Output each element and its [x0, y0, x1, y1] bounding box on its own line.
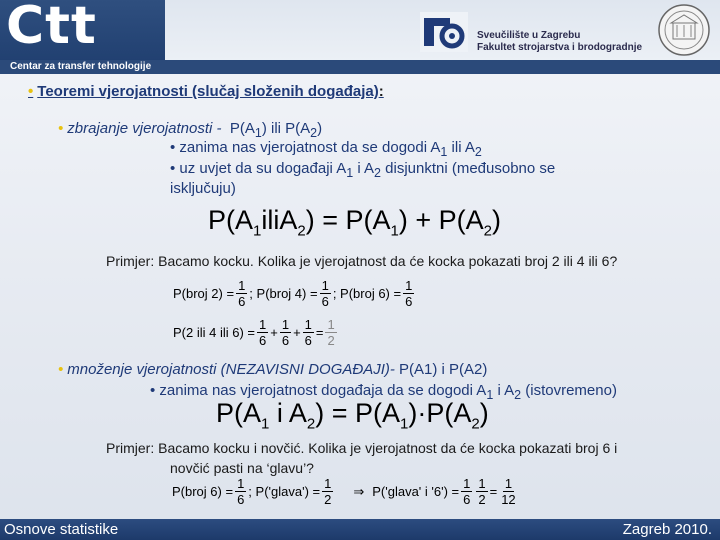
bullet-icon: • [58, 361, 64, 378]
fraction: $\frac{1}{6}$ [304, 317, 312, 348]
implies-icon: ⇒ [353, 483, 365, 499]
university-line-1: Sveučilište u Zagrebu [477, 30, 581, 41]
fsb-logo-icon [420, 12, 468, 52]
tagline-text: Centar za transfer tehnologije [10, 61, 152, 72]
fraction: $\frac{1}{6}$ [281, 317, 290, 348]
footer-place-date: Zagreb 2010. [622, 521, 712, 538]
multiplication-equation: $P(A_1$ i $A_2) = P(A_1)\cdot P(A_2)$ [216, 398, 489, 433]
addition-condition-3: isključuju) [170, 180, 236, 197]
addition-equation: $P(A_1iliA_2) = P(A_1) + P(A_2)$ [208, 205, 501, 240]
fraction: $\frac{1}{6}$ [238, 278, 246, 309]
ctt-logo-text: Ctt [6, 0, 97, 56]
fraction: $\frac{1}{6}$ [259, 317, 267, 348]
fraction: $\frac{1}{6}$ [463, 476, 471, 507]
multiplication-example-line-1: Primjer: Bacamo kocku i novčić. Kolika je vjerojatnost da će kocka pokazati broj 6 i [106, 440, 618, 456]
multiplication-condition: • zanima nas vjerojatnost događaja da se dogodi $A_1$ i $A_2$ (istovremeno) [150, 382, 617, 402]
university-seal-icon [657, 3, 711, 57]
bullet-icon: • [28, 83, 34, 100]
section-addition-heading: • zbrajanje vjerojatnosti - $P(A_1)$ ili $P(A_2)$ [58, 120, 323, 140]
addition-formula: $P(A_1)$ ili $P(A_2)$ [225, 120, 323, 140]
section-multiplication-heading: • množenje vjerojatnosti (NEZAVISNI DOGAĐAJI)- P(A1) i P(A2) [58, 361, 488, 378]
addition-condition-2: • uz uvjet da su događaji $A_1$ i $A_2$ disjunktni (međusobno se [170, 160, 556, 180]
university-name [477, 30, 642, 54]
addition-condition-1: • zanima nas vjerojatnost da se dogodi $A_1$ ili $A_2$ [170, 139, 482, 159]
result-fraction: $\frac{1}{12}$ [501, 476, 516, 507]
multiplication-calc-row: P(broj 6) = $\frac{1}{6}$ ; P('glava') = $\frac{1}{2}$ ⇒ P('glava' i '6') = $\frac{1}{6}$ $\frac{1}{2}$ = $\frac{1}{12}$ [172, 476, 516, 507]
addition-example-text: Primjer: Bacamo kocku. Kolika je vjerojatnost da će kocka pokazati broj 2 ili 4 ili 6? [106, 253, 618, 269]
fraction: $\frac{1}{2}$ [324, 476, 332, 507]
header-banner [0, 0, 720, 74]
multiplication-example-line-2: novčić pasti na ‘glavu’? [170, 460, 314, 476]
result-fraction: $\frac{1}{2}$ [327, 317, 335, 348]
addition-calc-row-1: P(broj 2) = $\frac{1}{6}$ ; P(broj 4) = $\frac{1}{6}$ ; P(broj 6) = $\frac{1}{6}$ [173, 278, 413, 309]
fraction: $\frac{1}{6}$ [405, 278, 413, 309]
university-line-2: Fakultet strojarstva i brodogradnje [477, 42, 643, 53]
slide-title: • Teoremi vjerojatnosti (slučaj složenih događaja): [28, 83, 384, 100]
fraction: $\frac{1}{6}$ [237, 476, 245, 507]
addition-calc-row-2: P(2 ili 4 ili 6) = $\frac{1}{6}$ + $\frac{1}{6}$ + $\frac{1}{6}$ = $\frac{1}{2}$ [173, 317, 335, 348]
multiplication-formula: P(A1) i P(A2) [399, 361, 488, 378]
bullet-icon: • [58, 120, 64, 137]
tagline-bar [0, 60, 720, 74]
fraction: $\frac{1}{2}$ [478, 476, 486, 507]
footer-bar [0, 519, 720, 540]
footer-course-name: Osnove statistike [4, 521, 119, 538]
fraction: $\frac{1}{6}$ [321, 278, 329, 309]
